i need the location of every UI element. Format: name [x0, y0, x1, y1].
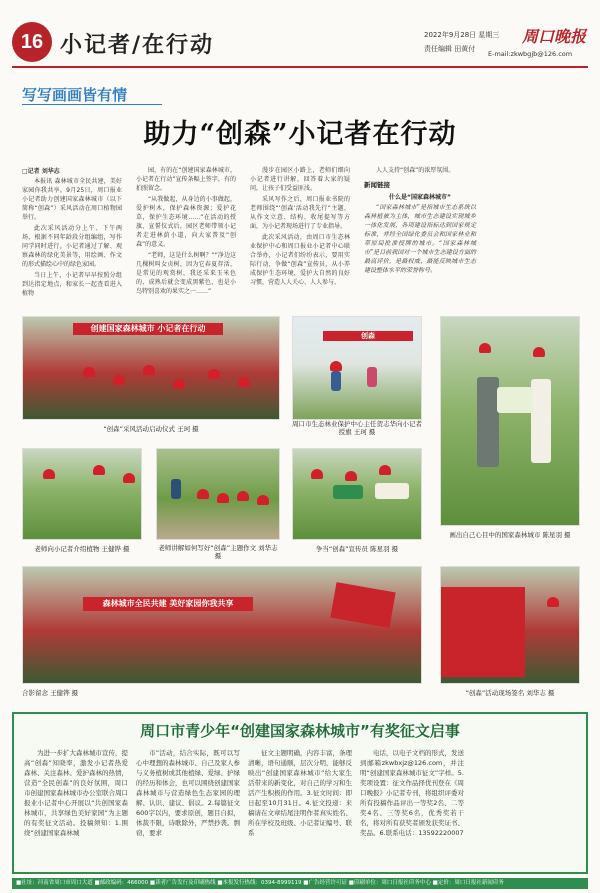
red-hat-icon [345, 471, 357, 481]
red-hat-icon [257, 495, 269, 505]
sign-board [333, 485, 363, 499]
article-column-1 [22, 166, 122, 316]
notice-column-1 [24, 748, 128, 868]
person-figure [331, 371, 341, 391]
paragraph: 此次采风活动分上午、下午两场，根据不同年龄段分组编组，写作同学同时进行。小记者通过了解、观察森林的绿化美景等，用绘画、作文的形式描绘心中的绿色家园。 [22, 225, 122, 268]
drawing-card [497, 387, 533, 413]
red-hat-icon [330, 361, 342, 371]
red-hat-icon [43, 469, 55, 479]
notice-title: 周口市青少年“创建国家森林城市”有奖征文启事 [140, 722, 460, 740]
red-hat-icon [83, 367, 95, 377]
photo-drawing-children [440, 316, 580, 526]
photo-promoters [292, 448, 422, 540]
photo-launch-ceremony [22, 316, 280, 420]
red-hat-icon [123, 473, 135, 483]
notice-column-2 [136, 748, 240, 868]
red-hat-icon [533, 347, 545, 357]
paragraph: 漫步在园区小路上，老师们细向小记者进行讲解，回答着大家的疑问，让孩子们受益匪浅。 [250, 167, 350, 192]
sign-board [375, 483, 409, 499]
article-column-2 [136, 166, 236, 316]
paragraph: 电话，以电子文档的形式，发送到邮箱zkwbxjz@126.com，并注明“创建国家森林城市征文”字样。5.奖项设置：征文作品择优刊登在《周口晚报》小记者专刊，将组织评委对所有投稿作品评出一等奖2名、二等奖4名、三等奖6名，优秀奖若干名，将对所有获奖者颁发获奖证书、奖品。6.联系电话：13592220007 [360, 749, 464, 837]
child-figure [531, 379, 551, 463]
sidebar-text: “国家森林城市”是指城市生态系统以森林植被为主体，城市生态建设实现城乡一体化发展，各项建设指标达到国家规定标准，并经全国绿化委员会和国家林业和草原局批准授牌的城市。“国家森林城市”是目前我国对一个城市生态建设方面的最高评价，是最权威、最能反映城市生态建设整体水平的荣誉称号。 [364, 204, 476, 274]
paragraph: 本报讯 森林城市全民共建，美好家园你我共享。9月25日，周口报业小记者助力创建国家森林城市（以下简称“创森”）采风活动在周口植物园举行。 [22, 178, 122, 221]
red-hat-icon [547, 597, 559, 607]
notice-column-4 [360, 748, 464, 868]
red-hat-icon [217, 493, 229, 503]
photo-caption: 画出自己心目中的国家森林城市 陈星羽 摄 [449, 531, 571, 539]
child-figure [477, 377, 499, 467]
flag [330, 582, 395, 628]
section-title: 小记者/在行动 [60, 32, 215, 58]
red-hat-icon [237, 491, 249, 501]
red-hat-icon [93, 465, 105, 475]
sidebar-label: 新闻链接 [364, 181, 390, 189]
article-column-3 [250, 166, 350, 316]
red-hat-icon [143, 365, 155, 375]
essay-contest-notice [12, 712, 588, 874]
paragraph: 园，有的在“创建国家森林城市，小记者在行动”宣传条幅上签字，有的拍照留念。 [136, 167, 236, 192]
editor-credit: 责任编辑 田黄付 [424, 45, 476, 53]
photo-caption: 周口市生态林业保护中心主任贺志华向小记者授旗 王珂 摄 [292, 420, 422, 436]
byline: □记者 刘华志 [22, 168, 60, 175]
newspaper-logo: 周口晚报 [522, 27, 587, 46]
paragraph: 为进一步扩大森林城市宣传，提高“创森”知晓率，激发小记者热爱森林、关注森林、爱护森林的热情，营造“全民创森”的良好氛围，周口市创建国家森林城市办公室联合周口报业小记者中心开展以“共创国家森林城市，共享绿色美好家园”为主题的有奖征文活动。投稿须知：1.围绕“创建国家森林城 [24, 749, 128, 837]
issue-date: 2022年9月28日 星期三 [424, 31, 500, 39]
photo-caption: “创森”活动现场签名 刘华志 摄 [465, 689, 555, 697]
photo-caption: “创森”采风活动启动仪式 王珂 摄 [103, 425, 199, 433]
photo-signing [440, 566, 580, 684]
red-hat-icon [173, 379, 185, 389]
paragraph: 采风写作之后，周口报业书院的老师围绕“‘创森’活动我先行”主题，从作文立意、结构、收尾提写等方面，为小记者现场进行了专业指导。 [250, 196, 350, 230]
page-number-badge: 16 [12, 22, 52, 62]
page-footer: ■社址：河南省周口市周口大道 ■邮政编码：466000 ■读者广告发行及印刷热线 ■本报发行热线：0394-8999119 ■广告经营许可证 ■印刷单位：周口日报社印务中心 ■定价：周口日报社新闻印务 [12, 878, 588, 889]
paragraph: 市”活动，结合实际，既可以写心中理想的森林城市、自己及家人参与义务植树或其他植绿、爱绿、护绿的经历和体会，也可以围绕创建国家森林城市与营造绿色生态家园的理解、认识、建议、倡议。2.每篇征文600字以内，要求原创，题目自拟，体裁不限，诗歌除外，严禁抄袭。剽窃，要求 [136, 749, 240, 837]
photo-banner: 创森 [323, 331, 413, 341]
paragraph: 此次采风活动，由周口市生态林业保护中心和周口报业小记者中心联合举办，小记者们纷纷表示，要用实际行动，争做“创森”宣传员，从小养成保护生态环境，爱护大自然的良好习惯，营造人人关心、人人参与、 [250, 234, 350, 286]
photo-flag-presentation [292, 316, 422, 420]
red-hat-icon [479, 343, 491, 353]
paragraph: 人人支持“创森”的浓厚氛围。 [376, 167, 455, 174]
news-link-sidebar [364, 180, 476, 310]
photo-plant-introduction [22, 448, 142, 540]
red-hat-icon [238, 377, 250, 387]
contact-email[interactable]: E-mail:zkwbgjb@126.com [488, 50, 573, 58]
person-figure [171, 479, 181, 499]
red-hat-icon [113, 375, 125, 385]
paragraph: “老师，这是什么树啊？”“净边这几棵树叫女贞树，因为它春夏存活，是常见的观赏树，我还采来玉米色的，成熟后就会变成黑紫色，也是小鸟特别喜欢的果实之一……” [136, 252, 236, 295]
red-hat-icon [197, 489, 209, 499]
header-divider [12, 66, 588, 68]
notice-column-3 [248, 748, 352, 868]
photo-caption: 合影留念 王健铧 摄 [22, 689, 79, 697]
photo-caption: 争当“创森”宣传员 陈星羽 摄 [315, 545, 399, 553]
red-hat-icon [311, 469, 323, 479]
photo-banner: 森林城市全民共建 美好家园你我共享 [83, 597, 253, 611]
signature-board [441, 587, 525, 677]
article-kicker: 写写画画皆有情 [22, 86, 128, 104]
notice-body [24, 748, 580, 870]
page-header [12, 22, 588, 64]
photo-writing-lesson [156, 448, 280, 540]
person-figure [367, 367, 377, 387]
paragraph: 征文主题明确，内容丰富，条理清晰，语句通顺，层次分明，能够反映出“创建国家森林城市”给大家生活带来的新变化，对自己的学习和生活产生积极的作用。3.征文时间：即日起至10月31日。4.征文投递：来稿请在文章结尾注明作者真实姓名、所在学校及班级、小记者证编号、联系 [248, 749, 352, 837]
article-body [22, 166, 582, 316]
photo-group [22, 566, 422, 684]
red-hat-icon [208, 369, 220, 379]
red-hat-icon [379, 465, 391, 475]
paragraph: “从我做起，从身边的小事做起，爱护树木，保护森林资源；爱护花草，保护生态环境……”在活动的授旗、宣誓仪式后，园区老师带领小记者走进林荫小道，向大家普及“创森”的意义。 [136, 196, 236, 248]
kicker-underline [22, 104, 162, 105]
photo-caption: 老师向小记者介绍植物 王健铧 摄 [34, 545, 130, 553]
sidebar-subtitle: 什么是“国家森林城市” [389, 194, 451, 201]
paragraph: 当日上午，小记者早早按照分组到达指定地点，和家长一起查看进入植物 [22, 272, 122, 297]
photo-caption: 老师讲解如何写好“创森”主题作文 刘华志 摄 [158, 544, 278, 560]
photo-banner: 创建国家森林城市 小记者在行动 [73, 323, 223, 335]
article-headline: 助力“创森”小记者在行动 [143, 119, 457, 150]
